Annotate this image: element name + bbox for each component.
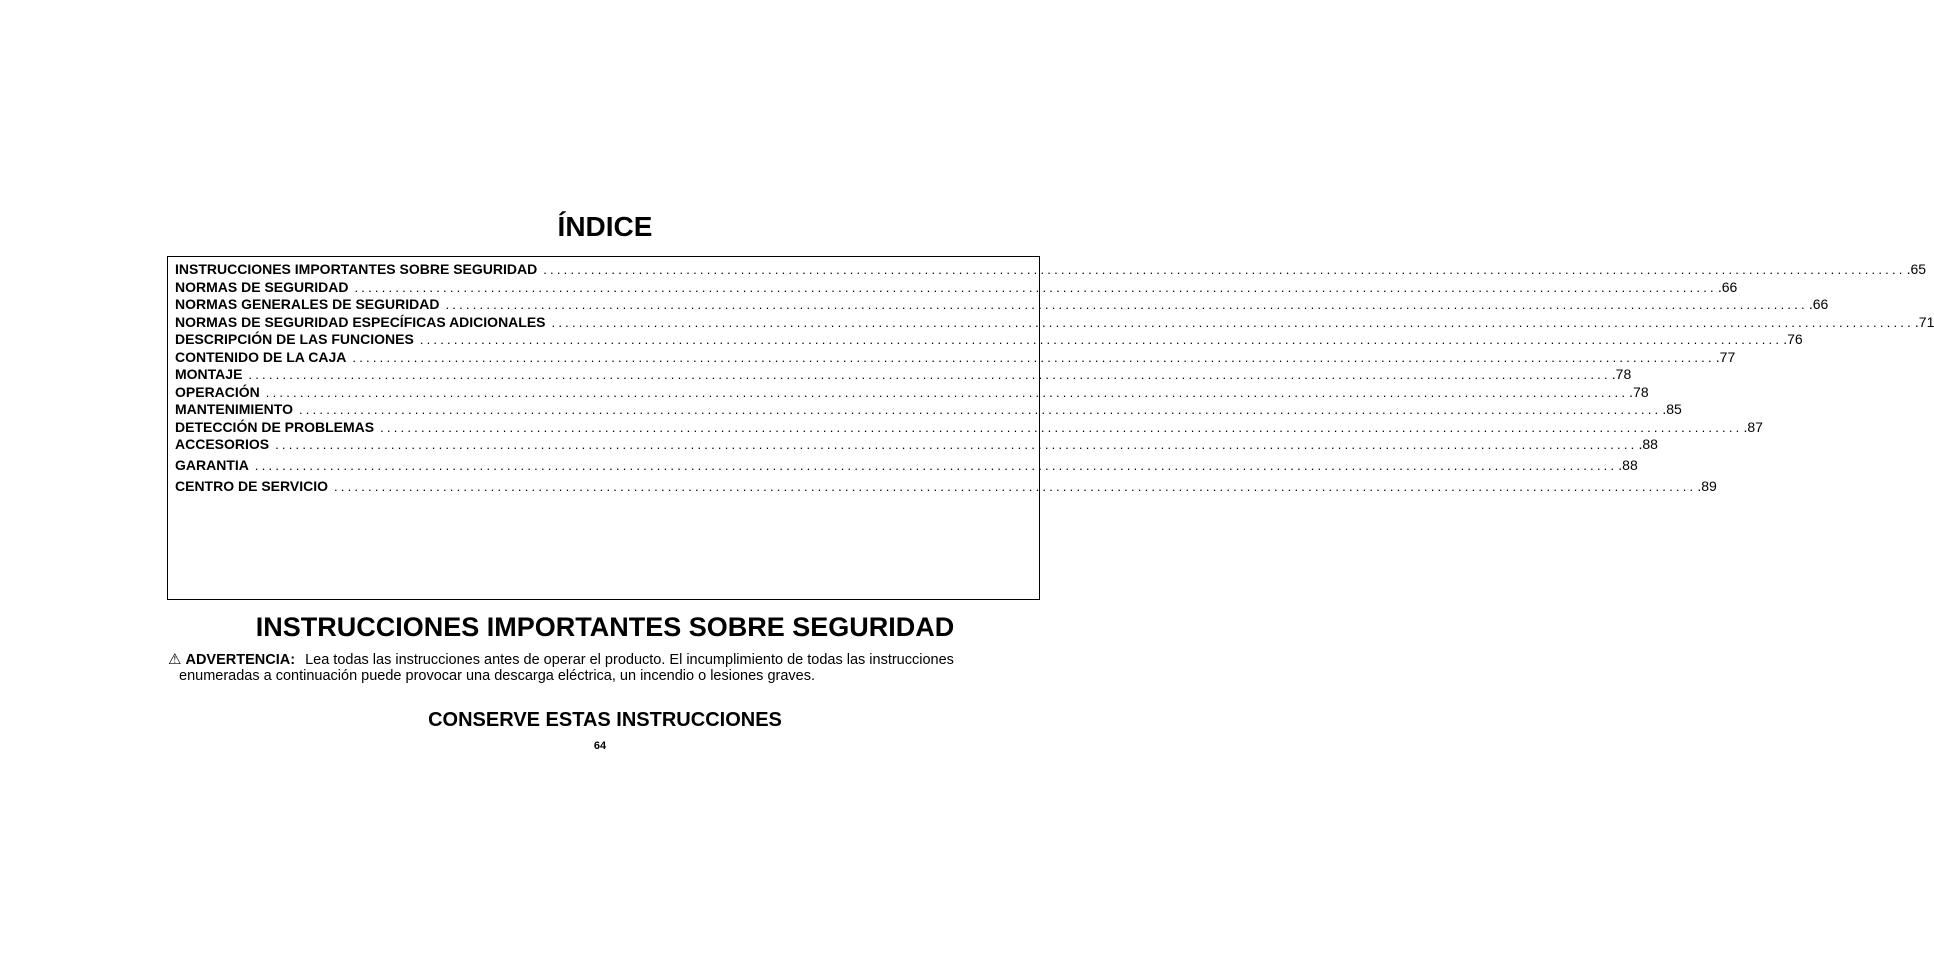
toc-entry-label: GARANTIA (175, 457, 249, 473)
toc-leader-dots: ........................................................................................................................................................................................................ (354, 279, 1717, 295)
warning-text: Lea todas las instrucciones antes de operar el producto. El incumplimiento de todas las instrucciones (305, 652, 954, 668)
warning-label: ADVERTENCIA: (185, 652, 296, 668)
warning-line-2: enumeradas a continuación puede provocar una descarga eléctrica, un incendio o lesiones graves. (179, 667, 815, 684)
toc-entry-page: .78 (1611, 366, 1632, 382)
toc-entry-page: .89 (1697, 478, 1717, 494)
toc-leader-dots: ........................................................................................................................................................................................................ (445, 297, 1808, 312)
toc-leader-dots: ........................................................................................................................................................................................................ (352, 349, 1715, 365)
toc-entry[interactable] (175, 478, 1717, 496)
toc-entry-page: .66 (1717, 278, 1738, 295)
toc-entry[interactable] (175, 278, 1738, 297)
toc-leader-dots: ........................................................................................................................................................................................................ (275, 437, 1638, 452)
toc-entry[interactable] (175, 366, 1632, 384)
toc-entry-label: INSTRUCCIONES IMPORTANTES SOBRE SEGURIDAD (175, 261, 538, 277)
toc-entry-page: .65 (1906, 261, 1927, 277)
toc-leader-dots: ........................................................................................................................................................................................................ (298, 402, 1662, 417)
toc-entry-label: NORMAS GENERALES DE SEGURIDAD (175, 296, 440, 312)
toc-entry-page: .77 (1715, 348, 1736, 365)
toc-title: ÍNDICE (557, 211, 653, 242)
toc-box (167, 256, 1934, 600)
toc-leader-dots: ........................................................................................................................................................................................................ (419, 332, 1783, 347)
toc-entry-label: OPERACIÓN (175, 383, 260, 400)
toc-leader-dots: ........................................................................................................................................................................................................ (543, 262, 1906, 277)
toc-entry-label: MANTENIMIENTO (175, 401, 293, 417)
toc-entry-page: .87 (1743, 418, 1763, 435)
toc-entry[interactable] (175, 261, 1927, 279)
warning-line-1 (168, 652, 1048, 669)
toc-entry-page: .66 (1808, 296, 1829, 312)
toc-leader-dots: ........................................................................................................................................................................................................ (551, 314, 1914, 330)
toc-entry[interactable] (175, 436, 1658, 454)
toc-entry[interactable] (175, 418, 1763, 437)
toc-entry-label: NORMAS DE SEGURIDAD (175, 278, 349, 295)
toc-leader-dots: ........................................................................................................................................................................................................ (265, 384, 1629, 400)
toc-entry[interactable] (175, 313, 1934, 332)
toc-entry-label: ACCESORIOS (175, 436, 270, 452)
warning-block (168, 652, 1048, 684)
toc-entry-page: .88 (1618, 457, 1638, 473)
conserve-heading: CONSERVE ESTAS INSTRUCCIONES (428, 709, 782, 731)
section-title: INSTRUCCIONES IMPORTANTES SOBRE SEGURIDAD (255, 612, 955, 642)
toc-entry[interactable] (175, 383, 1649, 402)
toc-leader-dots: ........................................................................................................................................................................................................ (248, 367, 1611, 382)
warning-triangle-icon: ⚠ (168, 651, 182, 668)
toc-leader-dots: ........................................................................................................................................................................................................ (334, 479, 1697, 494)
toc-entry[interactable] (175, 331, 1803, 349)
toc-entry-page: .85 (1662, 401, 1682, 417)
toc-entry[interactable] (175, 296, 1829, 314)
toc-entry-label: NORMAS DE SEGURIDAD ESPECÍFICAS ADICIONALES (175, 313, 546, 330)
toc-entry-label: DESCRIPCIÓN DE LAS FUNCIONES (175, 331, 414, 347)
page-number: 64 (593, 740, 607, 752)
toc-entry-page: .76 (1783, 331, 1803, 347)
toc-entry-page: .71 (1914, 313, 1934, 330)
toc-entry[interactable] (175, 348, 1736, 367)
toc-leader-dots: ........................................................................................................................................................................................................ (254, 458, 1618, 473)
toc-entry[interactable] (175, 401, 1682, 419)
toc-entry-label: CONTENIDO DE LA CAJA (175, 348, 347, 365)
toc-leader-dots: ........................................................................................................................................................................................................ (380, 419, 1743, 435)
toc-entry-label: CENTRO DE SERVICIO (175, 478, 328, 494)
toc-list (175, 261, 1934, 496)
toc-entry-label: MONTAJE (175, 366, 243, 382)
toc-entry-label: DETECCIÓN DE PROBLEMAS (175, 418, 375, 435)
toc-entry[interactable] (175, 457, 1638, 475)
toc-entry-page: .88 (1638, 436, 1658, 452)
toc-entry-page: .78 (1629, 383, 1649, 400)
